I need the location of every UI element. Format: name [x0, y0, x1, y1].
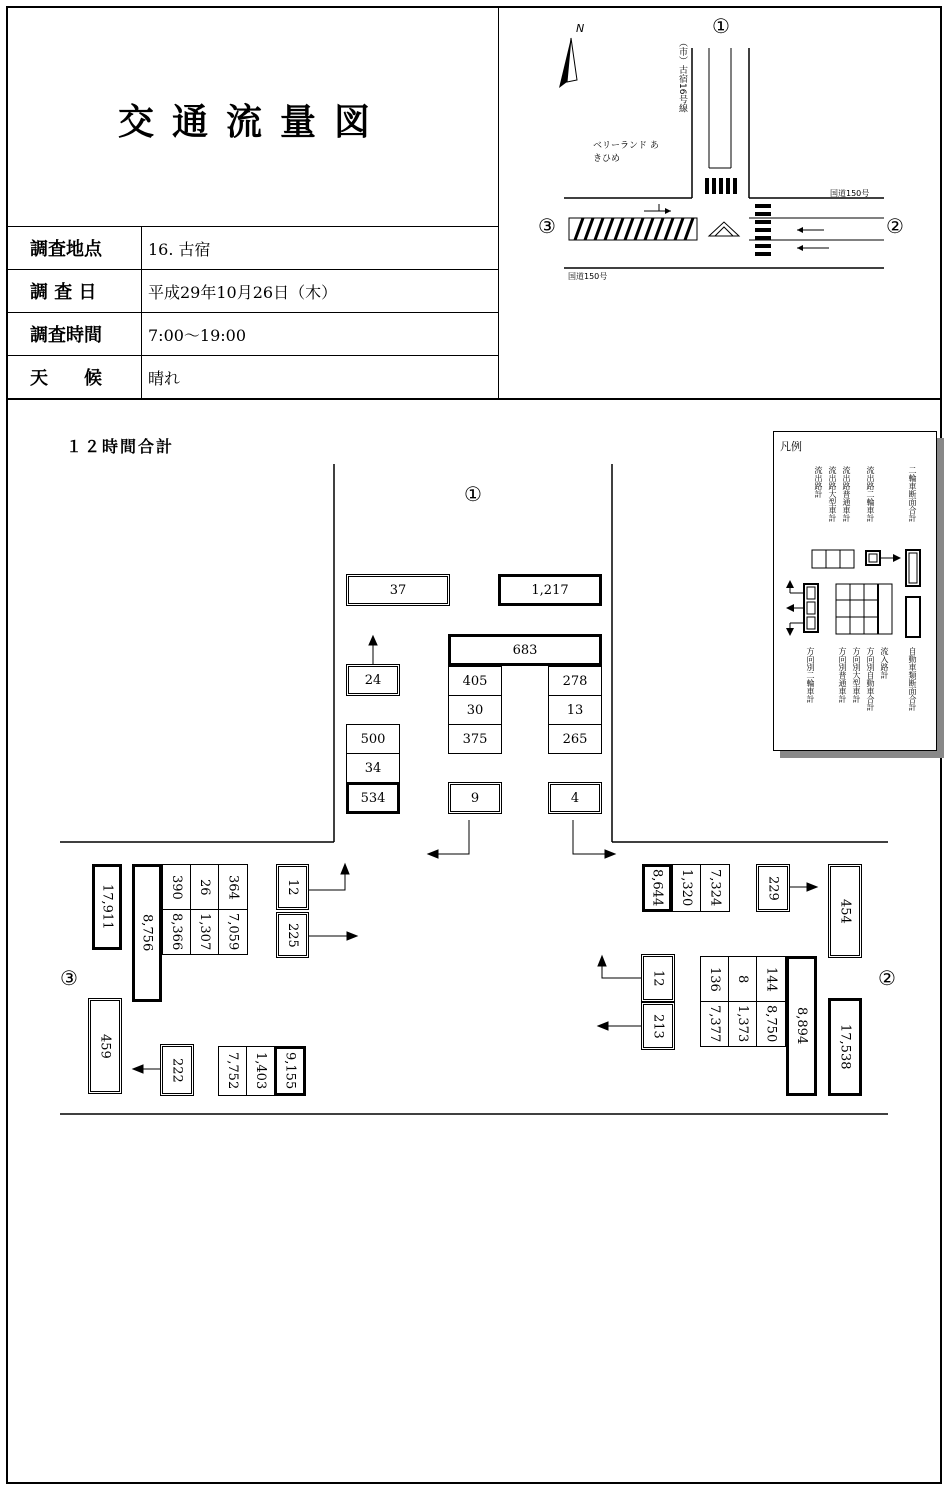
north-out-large: 500	[346, 724, 400, 754]
west-cross-total: 17,911	[92, 864, 122, 950]
west-matrix-cell: 8,366	[162, 909, 191, 955]
legend-label: 二輪車断面合計	[908, 466, 917, 522]
west-matrix-cell: 7,059	[218, 909, 248, 955]
north-left-total: 405	[448, 666, 502, 696]
west-in-total: 8,756	[132, 864, 162, 1002]
west-out-col: 9,155	[274, 1046, 306, 1096]
map-approach-1: ①	[712, 14, 730, 38]
north-cross-total: 1,217	[498, 574, 602, 606]
legend-label: 方向別自動車合計	[866, 647, 875, 711]
east-matrix-cell: 144	[756, 956, 786, 1002]
west-matrix-cell: 364	[218, 864, 248, 910]
east-matrix-cell: 7,377	[700, 1001, 729, 1047]
legend	[773, 431, 937, 751]
north-left-large: 30	[448, 695, 502, 725]
west-bike-left: 222	[160, 1044, 194, 1096]
legend-label: 流出路普通車計	[842, 466, 851, 522]
east-matrix-cell: 8,750	[756, 1001, 786, 1047]
east-out-col: 7,324	[700, 864, 730, 912]
east-matrix-cell: 8	[728, 956, 757, 1002]
west-matrix-cell: 390	[162, 864, 191, 910]
info-value: 晴れ	[148, 368, 181, 388]
road-label-east: 国道150号	[830, 189, 870, 198]
legend-label: 自動車類断面合計	[908, 647, 917, 711]
west-matrix-cell: 26	[190, 864, 219, 910]
info-key: 調査時間	[8, 313, 142, 355]
east-bike-left: 213	[641, 1002, 675, 1050]
north-out-bike: 24	[346, 664, 400, 696]
landmark-label: ベリーランド あきひめ	[593, 141, 659, 164]
legend-label: 方向別大型車計	[852, 647, 861, 703]
east-matrix-cell: 136	[700, 956, 729, 1002]
legend-label: 流出路二輪車計	[866, 466, 875, 522]
east-bike-out: 229	[756, 864, 790, 912]
info-key: 調査地点	[8, 227, 142, 269]
legend-label: 流出路大型車計	[828, 466, 837, 522]
north-out-regular-large: 34	[346, 753, 400, 783]
legend-title: 凡例	[780, 440, 802, 453]
north-out-total: 37	[346, 574, 450, 606]
east-out-col: 8,644	[642, 864, 672, 912]
north-right-total: 278	[548, 666, 602, 696]
road-label-north: （市）古宿16号線	[677, 38, 687, 113]
north-right-large: 13	[548, 695, 602, 725]
east-bike-total: 454	[828, 864, 862, 958]
west-out-col: 1,403	[246, 1046, 275, 1096]
north-out-regular: 534	[346, 782, 400, 814]
section-title: １２時間合計	[66, 437, 175, 456]
east-out-col: 1,320	[672, 864, 701, 912]
west-out-col: 7,752	[218, 1046, 247, 1096]
legend-label: 流入路計	[880, 647, 889, 679]
east-cross-total: 17,538	[828, 998, 862, 1096]
page-frame	[6, 6, 942, 1484]
info-value: 平成29年10月26日（木）	[148, 282, 338, 302]
approach-label-west: ③	[60, 966, 78, 990]
info-value: 7:00〜19:00	[148, 325, 247, 345]
north-bike-left: 9	[448, 782, 502, 814]
info-value: 16. 古宿	[148, 239, 211, 259]
info-key: 天 候	[8, 356, 142, 398]
east-matrix-cell: 1,373	[728, 1001, 757, 1047]
east-bike-up: 12	[641, 954, 675, 1002]
east-in-total: 8,894	[786, 956, 817, 1096]
page-title: 交通流量図	[117, 101, 388, 143]
north-right-regular: 265	[548, 724, 602, 754]
north-left-regular: 375	[448, 724, 502, 754]
west-bike-up: 12	[276, 864, 309, 910]
west-matrix-cell: 1,307	[190, 909, 219, 955]
legend-label: 方向別普通車計	[838, 647, 847, 703]
north-label: N	[576, 22, 585, 35]
north-in-total: 683	[448, 634, 602, 666]
road-label-west: 国道150号	[568, 272, 608, 281]
legend-label: 流出路計	[814, 466, 823, 498]
info-key: 調 査 日	[8, 270, 142, 312]
approach-label-north: ①	[464, 482, 482, 506]
west-bike-right: 225	[276, 912, 309, 958]
legend-label: 方向別二輪車計	[806, 647, 815, 703]
north-bike-right: 4	[548, 782, 602, 814]
map-approach-2: ②	[886, 214, 904, 238]
approach-label-east: ②	[878, 966, 896, 990]
west-bike-total: 459	[88, 998, 122, 1094]
map-approach-3: ③	[538, 214, 556, 238]
